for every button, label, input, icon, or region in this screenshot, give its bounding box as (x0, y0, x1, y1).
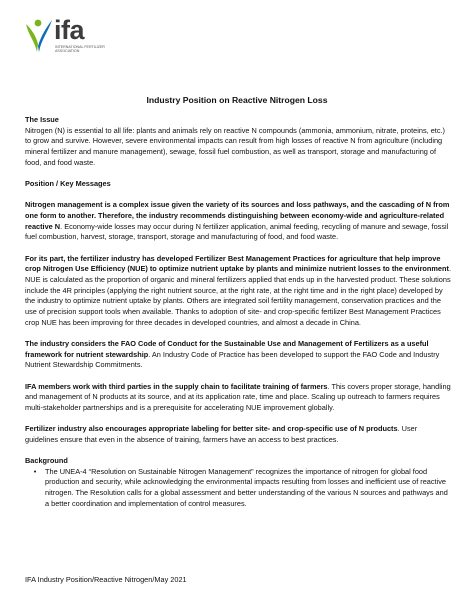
logo-subtitle: INTERNATIONAL FERTILIZER ASSOCIATION (55, 45, 105, 54)
paragraph-2-bold: For its part, the fertilizer industry has developed Fertilizer Best Management Practices for agriculture that help improve crop Nitrogen Use Efficiency (NUE) to optimize nutrient uptake by plants and minimize nutrient losses to the environment (25, 253, 449, 274)
ifa-logo (24, 14, 134, 58)
paragraph-3-bold: The industry considers the FAO Code of Conduct for the Sustainable Use and Management of Fertilizers as a useful framework for nutrient stewardship (25, 338, 429, 359)
issue-paragraph: Nitrogen (N) is essential to all life: plants and animals rely on reactive N compounds (ammonia, ammonium, nitrate, proteins, etc.) to grow and survive. However, severe environmental impacts can result from high losses of reactive N from agriculture (including mineral fertilizer and manure management), sewage, fossil fuel combustion, as well as transport, storage and manufacturing of food, and food waste. (25, 125, 445, 167)
background-bullet-text: The UNEA-4 “Resolution on Sustainable Nitrogen Management” recognizes the importance of nitrogen for global food production and security, while acknowledging the environmental impacts resulting from losses and inefficient use of reactive nitrogen. The Resolution calls for a global assessment and better understanding of the various N sources and pathways and a better coordination and implementation of control measures. (45, 466, 448, 508)
document-body (25, 115, 452, 510)
background-heading: Background (25, 456, 68, 466)
bullet-icon: • (33, 466, 37, 476)
document-title: Industry Position on Reactive Nitrogen Loss (146, 95, 328, 105)
paragraph-5-bold: Fertilizer industry also encourages appropriate labeling for better site- and crop-specific use of N products (25, 424, 398, 434)
position-heading: Position / Key Messages (25, 179, 111, 189)
paragraph-5-text: . User guidelines ensure that even in the absence of training, farmers have an access to best practices. (25, 424, 418, 444)
paragraph-1-bold: Nitrogen management is a complex issue given the variety of its sources and loss pathways, and the cascading of N from one form to another. Therefore, the industry recommends distinguishing between economy-wide and agriculture-related reactive N (25, 200, 450, 231)
position-paragraph-3 (25, 339, 452, 371)
logo-wordmark: ifa (54, 15, 85, 45)
position-paragraph-4 (25, 382, 452, 414)
position-paragraph-5 (25, 424, 452, 445)
paragraph-3-text: . An Industry Code of Practice has been developed to support the FAO Code and Industry Nutrient Stewardship Commitments. (25, 349, 440, 370)
paragraph-4-bold: IFA members work with third parties in the supply chain to facilitate training of farmers (25, 381, 328, 391)
paragraph-4-text: . This covers proper storage, handling and management of N products at its source, and at its application rate, time and place. Scaling up outreach to farmers requires multi-stakeholder partnerships and is a prerequisite for accelerating NUE improvement globally. (25, 381, 451, 412)
position-paragraph-1 (25, 200, 452, 243)
paragraph-2-text: . NUE is calculated as the proportion of organic and mineral fertilizers applied that ends up in the harvested product. These solutions include the 4R principles (applying the right nutrient source, at the right rate, at the right time and in the right place) developed by the industry to optimize nutrient uptake by plants. Others are integrated soil fertility management, conservation practices and the use of precision support tools when available. Thanks to adoption of site- and crop-specific fertilizer Best Management Practices crop NUE has been improving for three decades in developed countries, and almost a decade in China. (25, 264, 451, 327)
position-paragraph-2 (25, 254, 452, 329)
ifa-leaf-icon (24, 14, 54, 54)
paragraph-1-text: . Economy-wide losses may occur during N fertilizer application, animal feeding, recycling of manure and sewage, fossil fuel combustion, harvest, storage, transport, storage and manufacturing of food, and food waste. (25, 221, 449, 242)
issue-heading: The Issue (25, 115, 59, 124)
document-footer: IFA Industry Position/Reactive Nitrogen/May 2021 (25, 575, 187, 584)
background-bullet-item (25, 467, 452, 510)
